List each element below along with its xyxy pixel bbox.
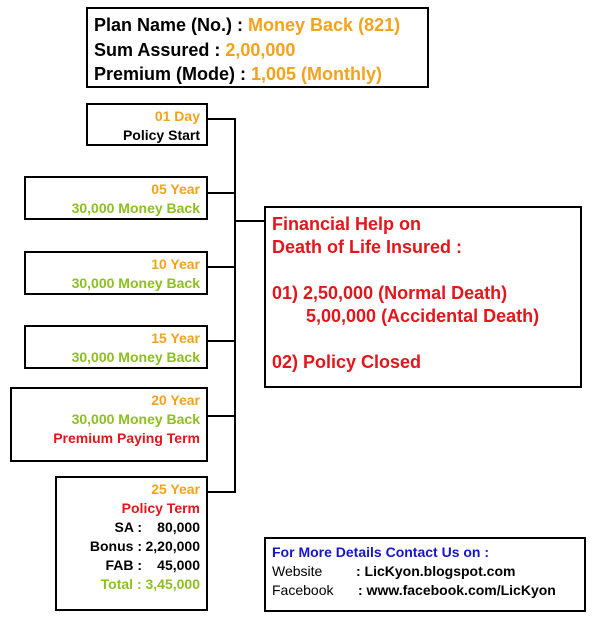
milestone-term-text: Policy Term [121,500,200,516]
connector-05-year [208,192,236,194]
sa-value: 80,000 [157,519,200,535]
sum-assured-label: Sum Assured : [94,39,226,60]
milestone-title: 01 Day [154,108,200,124]
milestone-title: 20 Year [151,392,200,408]
website-row [272,562,584,581]
sa-row [57,518,200,537]
death-help-title-1: Financial Help on [272,214,422,234]
total-text: Total : 3,45,000 [100,576,200,592]
contact-heading: For More Details Contact Us on : [272,544,490,560]
facebook-row [272,581,584,600]
fab-row [57,556,200,575]
facebook-label: Facebook [272,582,334,598]
fab-label: FAB : [105,557,142,573]
connector-10-year [208,266,236,268]
connector-01-day [208,118,236,120]
sum-assured-row [94,38,427,63]
milestone-25-year [55,476,208,611]
connector-death-help [234,220,264,222]
spacer [272,259,580,282]
bonus-value: 2,20,000 [145,538,200,554]
milestone-title: 05 Year [151,181,200,197]
connector-25-year [208,491,236,493]
facebook-link[interactable]: : www.facebook.com/LicKyon [358,582,556,598]
fab-value: 45,000 [157,557,200,573]
death-help-item-1: 01) 2,50,000 (Normal Death) [272,283,508,303]
premium-row [94,62,427,87]
plan-name-label: Plan Name (No.) : [94,15,249,35]
milestone-text: 30,000 Money Back [71,349,200,365]
spacer [272,328,580,351]
milestone-text: 30,000 Money Back [71,275,200,291]
milestone-title: 25 Year [151,481,200,497]
bonus-row [57,537,200,556]
sa-label: SA : [114,519,142,535]
milestone-05-year [24,176,208,220]
milestone-term-text: Premium Paying Term [53,430,200,446]
milestone-20-year [10,387,208,462]
death-help-box [264,206,582,388]
website-link[interactable]: : LicKyon.blogspot.com [356,563,516,579]
death-help-item-1-sub: 5,00,000 (Accidental Death) [306,306,540,326]
milestone-title: 15 Year [151,330,200,346]
premium-label: Premium (Mode) : [94,64,252,84]
death-help-title-2: Death of Life Insured : [272,237,463,257]
milestone-text: 30,000 Money Back [71,411,200,427]
sum-assured-value: 2,00,000 [225,39,296,60]
bonus-label: Bonus : [89,538,142,554]
plan-name-row [94,13,427,38]
contact-box [264,537,586,612]
connector-20-year [208,415,236,417]
milestone-text: 30,000 Money Back [71,200,200,216]
connector-15-year [208,340,236,342]
milestone-01-day [86,103,208,146]
milestone-10-year [24,251,208,295]
timeline-spine [234,118,236,493]
plan-summary-box [86,7,429,88]
death-help-item-2: 02) Policy Closed [272,352,422,372]
premium-value: 1,005 (Monthly) [251,64,383,84]
milestone-title: 10 Year [151,256,200,272]
website-label: Website [272,563,323,579]
milestone-text: Policy Start [122,127,200,143]
plan-name-value: Money Back (821) [248,15,401,35]
milestone-15-year [24,325,208,369]
